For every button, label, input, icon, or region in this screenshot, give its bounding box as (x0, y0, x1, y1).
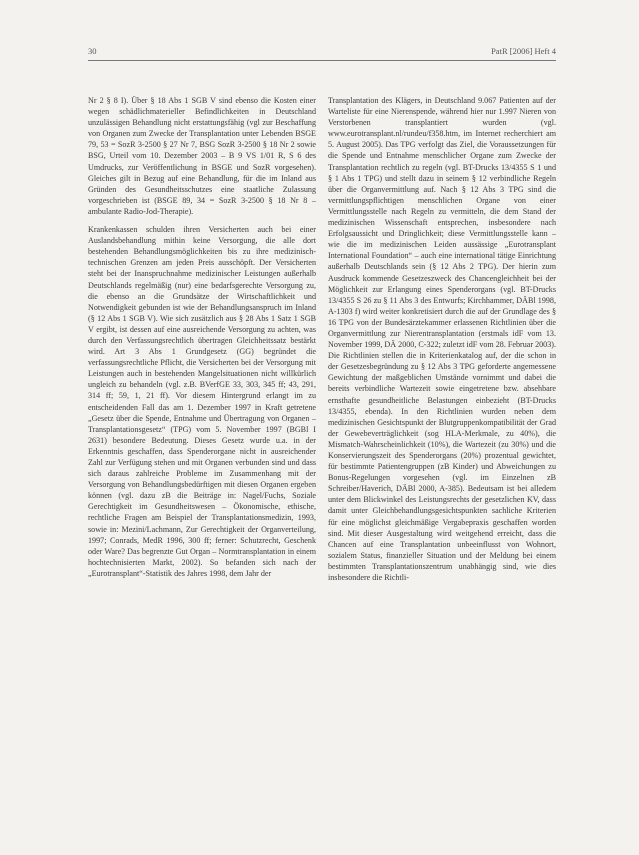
paragraph: Nr 2 § 8 I). Über § 18 Abs 1 SGB V sind ebenso die Kosten einer wegen schädlichmaterieller Befindlichkeiten in Deutschland unzulässigen Behandlung nicht erstattungsfähig (vgl zur Beschaffung von Organen zum Zwecke der Transplantation unter Lebenden BSGE 79, 53 = SozR 3-2500 § 27 Nr 7, BSG SozR 3-2500 § 18 Nr 2 sowie BSG, Urteil vom 10. Dezember 2003 – B 9 VS 1/01 R, S 6 des Umdrucks, zur Veröffentlichung in BSGE und SozR vorgesehen). Gleiches gilt in Bezug auf eine Behandlung, für die im Inland aus Gründen des Gesundheitsschutzes eine staatliche Zulassung vorgeschrieben ist (BSGE 89, 34 = SozR 3-2500 § 18 Nr 8 – ambulante Radio-Jod-Therapie). (88, 96, 316, 216)
right-column (328, 95, 556, 590)
page-header (88, 46, 556, 60)
paragraph: Transplantation des Klägers, in Deutschland 9.067 Patienten auf der Warteliste für eine Nierenspende, während hier nur 1.997 Nieren von Verstorbenen transplantiert wurden (vgl. www.eurotransplant.nl/rundeu/f358.htm, im Internet recherchiert am 5. August 2005). Das TPG verfolgt das Ziel, die Voraussetzungen für die Spende und Entnahme menschlicher Organe zum Zwecke der Transplantation rechtlich zu regeln (vgl. BT-Drucks 13/4355 S 1 und § 1 Abs 1 TPG) und stellt dazu in seinem § 12 verbindliche Regeln über die Organvermittlung auf. Nach § 12 Abs 3 TPG sind die vermittlungspflichtigen menschlichen Organe von einer Vermittlungsstelle nach Regeln zu vermitteln, die dem Stand der medizinischen Wissenschaft entsprechen, insbesondere nach Erfolgsaussicht und Dringlichkeit; diese Vermittlungsstelle kann – wie die im medizinischen Leiden aussässige „Eurotransplant International Foundation“ – auch eine international tätige Einrichtung außerhalb Deutschlands sein (§ 12 Abs 2 TPG). Der hierin zum Ausdruck kommende Gesetzeszweck des Chancengleichheit bei der Möglichkeit zur Erlangung eines Spenderorgans (vgl. BT-Drucks 13/4355 S 26 zu § 11 Abs 3 des Entwurfs; Kirchhammer, DÄBl 1998, A-1303 f) wird weiter konkretisiert durch die auf der Grundlage des § 16 TPG von der Bundesärztekammer erlassenen Richtlinien über die Organvermittlung zur Nierentransplantation (erstmals idF vom 13. November 1999, DÄ 2000, C-322; zuletzt idF vom 28. Februar 2003). Die Richtlinien stellen die in Kriterienkatalog auf, der die schon in der Gesetzesbegründung zu § 12 Abs 3 TPG geforderte angemessene Gewichtung der maßgeblichen Umstände vornimmt und dabei die bereits verbindliche Wartezeit sowie eingetretene bzw. absehbare ernsthafte gesundheitliche Belastungen einbezieht (BT-Drucks 13/4355, ebenda). In den Richtlinien wurden neben dem medizinischen Gesichtspunkt der Blutgruppenkompatibilität der Grad der Gewebeverträglichkeit (sog HLA-Merkmale, zu 40%), die Mismatch-Wahrscheinlichkeit (10%), die Wartezeit (zu 30%) und die Konservierungszeit des Spenderorgans (20%) prozentual gewichtet, für bestimmte Patientengruppen (zB Kinder) und Abweichungen zu Bonus-Regelungen vorgesehen (vgl. im Einzelnen zB Schreiber/Haverich, DÄBl 2000, A-385). Bedeutsam ist bei alledem unter dem Blickwinkel des Leistungsrechts der gesetzlichen KV, dass damit unter Gleichbehandlungsgesichtspunkten sachliche Kriterien für eine möglichst gleichmäßige Vergabepraxis geschaffen worden sind. Mit dieser Ausgestaltung wird weitgehend erreicht, dass die Chancen auf eine Transplantation unbeeinflusst von Wohnort, sozialem Status, finanzieller Situation und der Meldung bei einem bestimmten Transplantationszentrum unabhängig sind, wie dies insbesondere die Richtli- (328, 96, 556, 583)
header-rule (88, 60, 556, 61)
page-number: 30 (88, 46, 97, 56)
journal-reference: PatR [2006] Heft 4 (491, 46, 556, 56)
paragraph: Krankenkassen schulden ihren Versicherten auch bei einer Auslandsbehandlung mithin keine Versorgung, die alle dort bestehenden Behandlungsmöglichkeiten bis zu ihre medizinisch-technischen Grenzen am jeden Preis ausschöpft. Der Versicherten steht bei der Inanspruchnahme medizinischer Leistungen außerhalb Deutschlands regelmäßig (nur) eine bedarfsgerechte Versorgung zu, die ebenso an die Grundsätze der Wirtschaftlichkeit und Notwendigkeit gebunden ist wie der Behandlungsanspruch im Inland (§ 12 Abs 1 SGB V). Wie sich zusätzlich aus § 28 Abs 1 Satz 1 SGB V ergibt, ist dessen auf eine ausreichende Versorgung zu achten, was durch den Verfassungsrechtlich übertragen Gleichheitssatz bestärkt wird. Art 3 Abs 1 Grundgesetz (GG) begründet die verfassungsrechtliche Pflicht, die Versicherten bei der Versorgung mit Leistungen auch in bestehenden Mangelsituationen nicht willkürlich ungleich zu behandeln (vgl. z.B. BVerfGE 33, 303, 345 ff; 43, 291, 314 ff; 59, 1, 21 ff). Vor diesem Hintergrund erlangt im zu entscheidenden Fall das am 1. Dezember 1997 in Kraft getretene „Gesetz über die Spende, Entnahme und Übertragung von Organen – Transplantationsgesetz“ (TPG) vom 5. November 1997 (BGBl I 2631) besondere Bedeutung. Dieses Gesetz wurde u.a. in der Erkenntnis geschaffen, dass Spenderorgane nicht in ausreichender Zahl zur Verfügung stehen und mit Organen verbunden sind und dass sich daraus zahlreiche Probleme im Zusammenhang mit der Versorgung von Behandlungsbedürftigen mit diesen Organen ergeben können (vgl. dazu zB die Beiträge in: Nagel/Fuchs, Soziale Gerechtigkeit im Gesundheitswesen – Ökonomische, ethische, rechtliche Fragen am Beispiel der Transplantationsmedizin, 1993, sowie in: Mezini/Lachmann, Zur Gerechtigkeit der Organverteilung, 1997; Conrads, MedR 1996, 300 ff; ferner: Schutzrecht, Geschenk oder Ware? Das begrenzte Gut Organ – Normtransplantation in einem hochtechnisierten Markt, 2002). So befanden sich nach der „Eurotransplant“-Statistik des Jahres 1998, dem Jahr der (88, 225, 316, 578)
left-column (88, 95, 316, 586)
